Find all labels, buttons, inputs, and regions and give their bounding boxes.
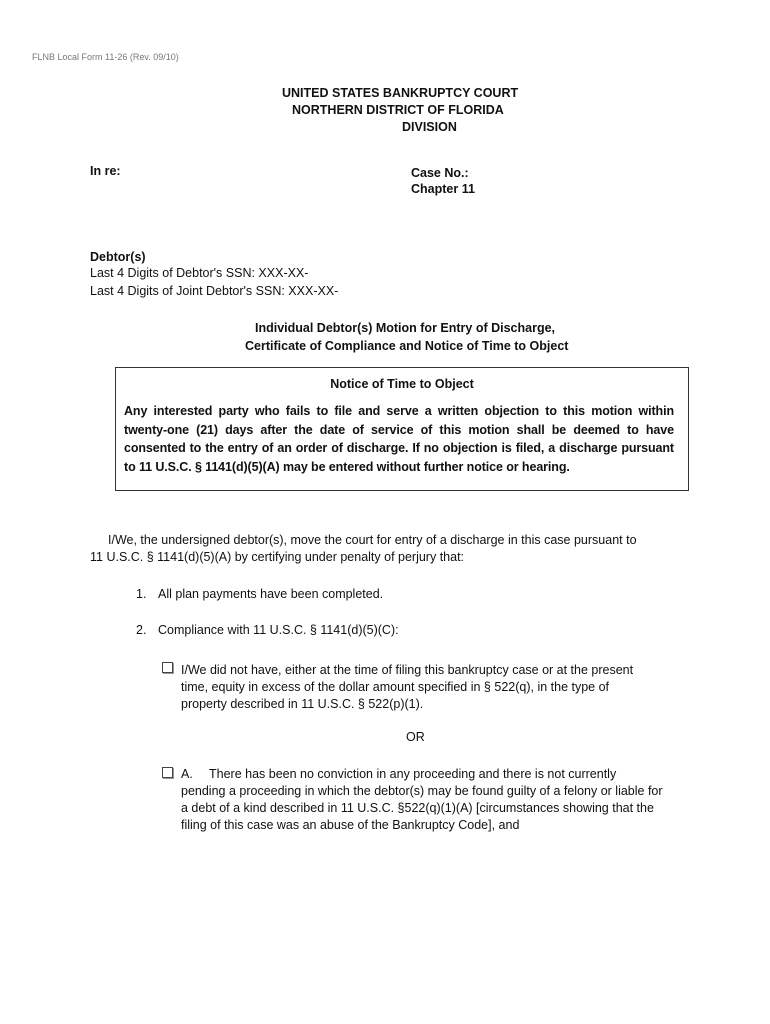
court-name: UNITED STATES BANKRUPTCY COURT (282, 86, 519, 100)
option2-label: A. (181, 767, 193, 781)
debtor-ssn: Last 4 Digits of Debtor's SSN: XXX-XX- (90, 266, 309, 280)
case-number-label: Case No.: (411, 166, 469, 180)
chapter-label: Chapter 11 (411, 182, 475, 196)
option1-line1: I/We did not have, either at the time of filing this bankruptcy case or at the present (181, 663, 634, 677)
intro-line1: I/We, the undersigned debtor(s), move the court for entry of a discharge in this case pursuant to (108, 533, 637, 547)
debtors-label: Debtor(s) (90, 250, 146, 264)
joint-debtor-ssn: Last 4 Digits of Joint Debtor's SSN: XXX-XX- (90, 284, 339, 298)
notice-box (115, 367, 689, 491)
option1-line2: time, equity in excess of the dollar amount specified in § 522(q), in the type of (181, 680, 610, 694)
in-re-label: In re: (90, 164, 121, 178)
item-2-number: 2. (136, 623, 147, 637)
notice-heading: Notice of Time to Object (330, 377, 474, 391)
item-1-text: All plan payments have been completed. (158, 587, 384, 601)
motion-title-line1: Individual Debtor(s) Motion for Entry of Discharge, (255, 321, 556, 335)
intro-line2: 11 U.S.C. § 1141(d)(5)(A) by certifying under penalty of perjury that: (90, 550, 465, 564)
notice-body: Any interested party who fails to file and serve a written objection to this motion within twenty-one (21) days after the date of service of this motion shall be deemed to have consented to the entry of an order of discharge. If no objection is filed, a discharge pursuant to 11 U.S.C. § 1141(d)(5)(A) may be entered without further notice or hearing. (124, 404, 674, 474)
form-identifier: FLNB Local Form 11-26 (Rev. 09/10) (32, 52, 179, 62)
option2-line4: filing of this case was an abuse of the Bankruptcy Code], and (181, 818, 520, 832)
or-separator: OR (406, 730, 425, 744)
item-1-number: 1. (136, 587, 147, 601)
court-division: DIVISION (402, 120, 457, 134)
motion-title-line2: Certificate of Compliance and Notice of Time to Object (245, 339, 569, 353)
option2-line3: a debt of a kind described in 11 U.S.C. §522(q)(1)(A) [circumstances showing that the (181, 801, 654, 815)
no-conviction-checkbox[interactable] (162, 767, 173, 778)
option1-line3: property described in 11 U.S.C. § 522(p)(1). (181, 697, 424, 711)
option2-line2: pending a proceeding in which the debtor(s) may be found guilty of a felony or liable for (181, 784, 663, 798)
no-equity-checkbox[interactable] (162, 662, 173, 673)
court-district: NORTHERN DISTRICT OF FLORIDA (292, 103, 504, 117)
option2-line1: There has been no conviction in any proceeding and there is not currently (209, 767, 617, 781)
item-2-text: Compliance with 11 U.S.C. § 1141(d)(5)(C): (158, 623, 399, 637)
